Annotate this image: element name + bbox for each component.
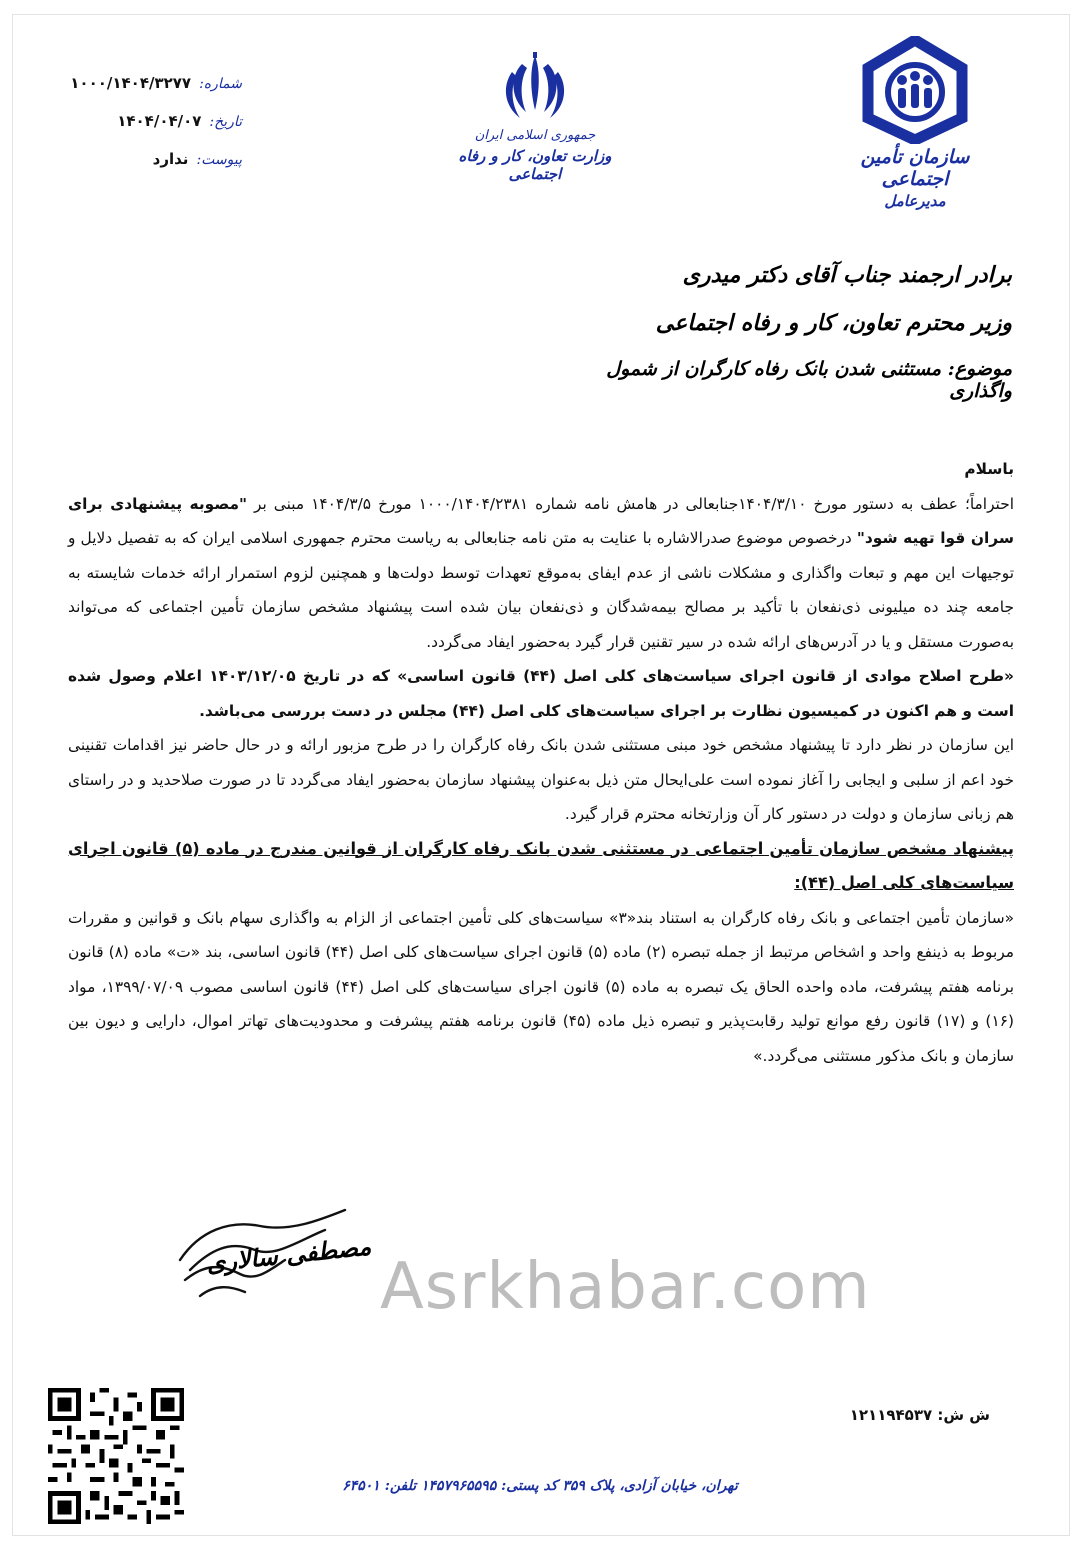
paragraph-1-rest: درخصوص موضوع صدرالاشاره با عنایت به متن نامه جنابعالی به ریاست محترم جمهوری اسلامی ایران که به تفصیل دلایل و توجیهات این مهم و تبعات واگذاری و مشکلات ناشی از عدم ایفای به‌موقع تعهدات توسط دولت‌ها و همچنین لزوم استمرار ارائه خدمات شایسته به جامعه چند ده میلیونی ذی‌نفعان با تأکید بر مصالح بیمه‌شدگان و ذی‌نفعان بیان شده است پیشنهاد مشخص سازمان تأمین اجتماعی که می‌تواند به‌صورت مستقل و یا در آدرس‌های ارائه شده در سیر تقنین قرار گیرد به‌حضور ایفاد می‌گردد. [68, 529, 1014, 651]
meta-label: پیوست: [196, 152, 242, 168]
social-security-emblem-icon [860, 36, 970, 144]
org-name: سازمان تأمین اجتماعی [860, 146, 970, 190]
greeting: باسلام [964, 460, 1014, 478]
meta-label: شماره: [199, 76, 242, 92]
proposal-heading: پیشنهاد مشخص سازمان تأمین اجتماعی در مستثنی شدن بانک رفاه کارگران از قوانین مندرج در ماده (۵) قانون اجرای سیاست‌های کلی اصل (۴۴): [68, 838, 1015, 892]
org-subtitle: مدیرعامل [884, 192, 946, 210]
meta-attachment [66, 150, 242, 168]
letter-meta [66, 74, 242, 188]
paragraph-4: «سازمان تأمین اجتماعی و بانک رفاه کارگران به استناد بند«۳» سیاست‌های کلی تأمین اجتماعی از الزام به واگذاری سهام بانک و قوانین و مقررات مربوط به ذینفع واحد و اشخاص مرتبط از جمله تبصره (۲) ماده (۵) قانون اجرای سیاست‌های کلی اصل (۴۴) قانون اساسی، بند «ت» ماده (۸) قانون برنامه هفتم پیشرفت، ماده واحده الحاق یک تبصره به ماده (۵) قانون اجرای سیاست‌های کلی اصل (۴۴) قانون اساسی مصوب ۱۳۹۹/۰۷/۰۹، مواد (۱۶) و (۱۷) قانون رفع موانع تولید رقابت‌پذیر و تبصره ذیل ماده (۴۵) قانون برنامه هفتم پیشرفت و محدودیت‌های تهاتر اموال، دارایی و دیون بین سازمان و بانک مذکور مستثنی می‌گردد.» [68, 908, 1015, 1065]
footer-address: تهران، خیابان آزادی، پلاک ۳۵۹ کد پستی: ۱۴۵۷۹۶۵۵۹۵ تلفن: ۶۴۵۰۱ [342, 1478, 738, 1494]
paragraph-1-quote: "مصوبه پیشنهادی برای سران قوا تهیه شود" [68, 494, 1014, 547]
addressee-title: وزیر محترم تعاون، کار و رفاه اجتماعی [655, 310, 1012, 336]
org-logo [830, 36, 1000, 210]
gov-name: جمهوری اسلامی ایران [474, 128, 596, 143]
meta-label: تاریخ: [209, 114, 242, 130]
qr-code-icon [48, 1388, 184, 1524]
paragraph-3: این سازمان در نظر دارد تا پیشنهاد مشخص خود مبنی مستثنی شدن بانک رفاه کارگران را در طرح مزبور ارائه و در حال حاضر نیز اقدامات تقنینی خود اعم از سلبی و ایجابی را آغاز نموده است علی‌ایحال متن ذیل به‌عنوان پیشنهاد سازمان به‌حضور ایفاد می‌گردد تا در صورت صلاحدید و در راستای هم زبانی سازمان و دولت در دستور کار آن وزارتخانه محترم قرار گیرد. [68, 736, 1014, 823]
signer-name: مصطفی سالاری [204, 1231, 373, 1278]
meta-value: ندارد [152, 150, 189, 168]
letter-body [68, 452, 1014, 1073]
paragraph-2: «طرح اصلاح موادی از قانون اجرای سیاست‌های کلی اصل (۴۴) قانون اساسی» که در تاریخ ۱۴۰۳/۱۲/۰۵ اعلام وصول شده است و هم اکنون در کمیسیون نظارت بر اجرای سیاست‌های کلی اصل (۴۴) مجلس در دست بررسی می‌باشد. [68, 667, 1014, 720]
tracking-number: ش ش: ۱۲۱۱۹۴۵۳۷ [849, 1406, 990, 1424]
paragraph-1 [68, 487, 1014, 660]
government-emblem [440, 50, 630, 183]
meta-date [66, 112, 242, 130]
paragraph-1-start: احتراماً؛ عطف به دستور مورخ ۱۴۰۴/۳/۱۰جنابعالی در هامش نامه شماره ۱۰۰۰/۱۴۰۴/۲۳۸۱ مورخ ۱۴۰۴/۳/۵ مبنی بر [247, 494, 1014, 513]
salutation-block [592, 262, 1012, 424]
meta-value: ۱۴۰۴/۰۴/۰۷ [117, 112, 202, 130]
meta-value: ۱۰۰۰/۱۴۰۴/۳۲۷۷ [70, 74, 192, 92]
meta-number [66, 74, 242, 92]
watermark: Asrkhabar.com [380, 1250, 871, 1324]
addressee-name: برادر ارجمند جناب آقای دکتر میدری [682, 262, 1012, 288]
iran-emblem-icon [500, 50, 570, 124]
letter-subject: موضوع: مستثنی شدن بانک رفاه کارگران از شمول واگذاری [606, 358, 1012, 402]
ministry-name: وزارت تعاون، کار و رفاه اجتماعی [458, 147, 612, 183]
